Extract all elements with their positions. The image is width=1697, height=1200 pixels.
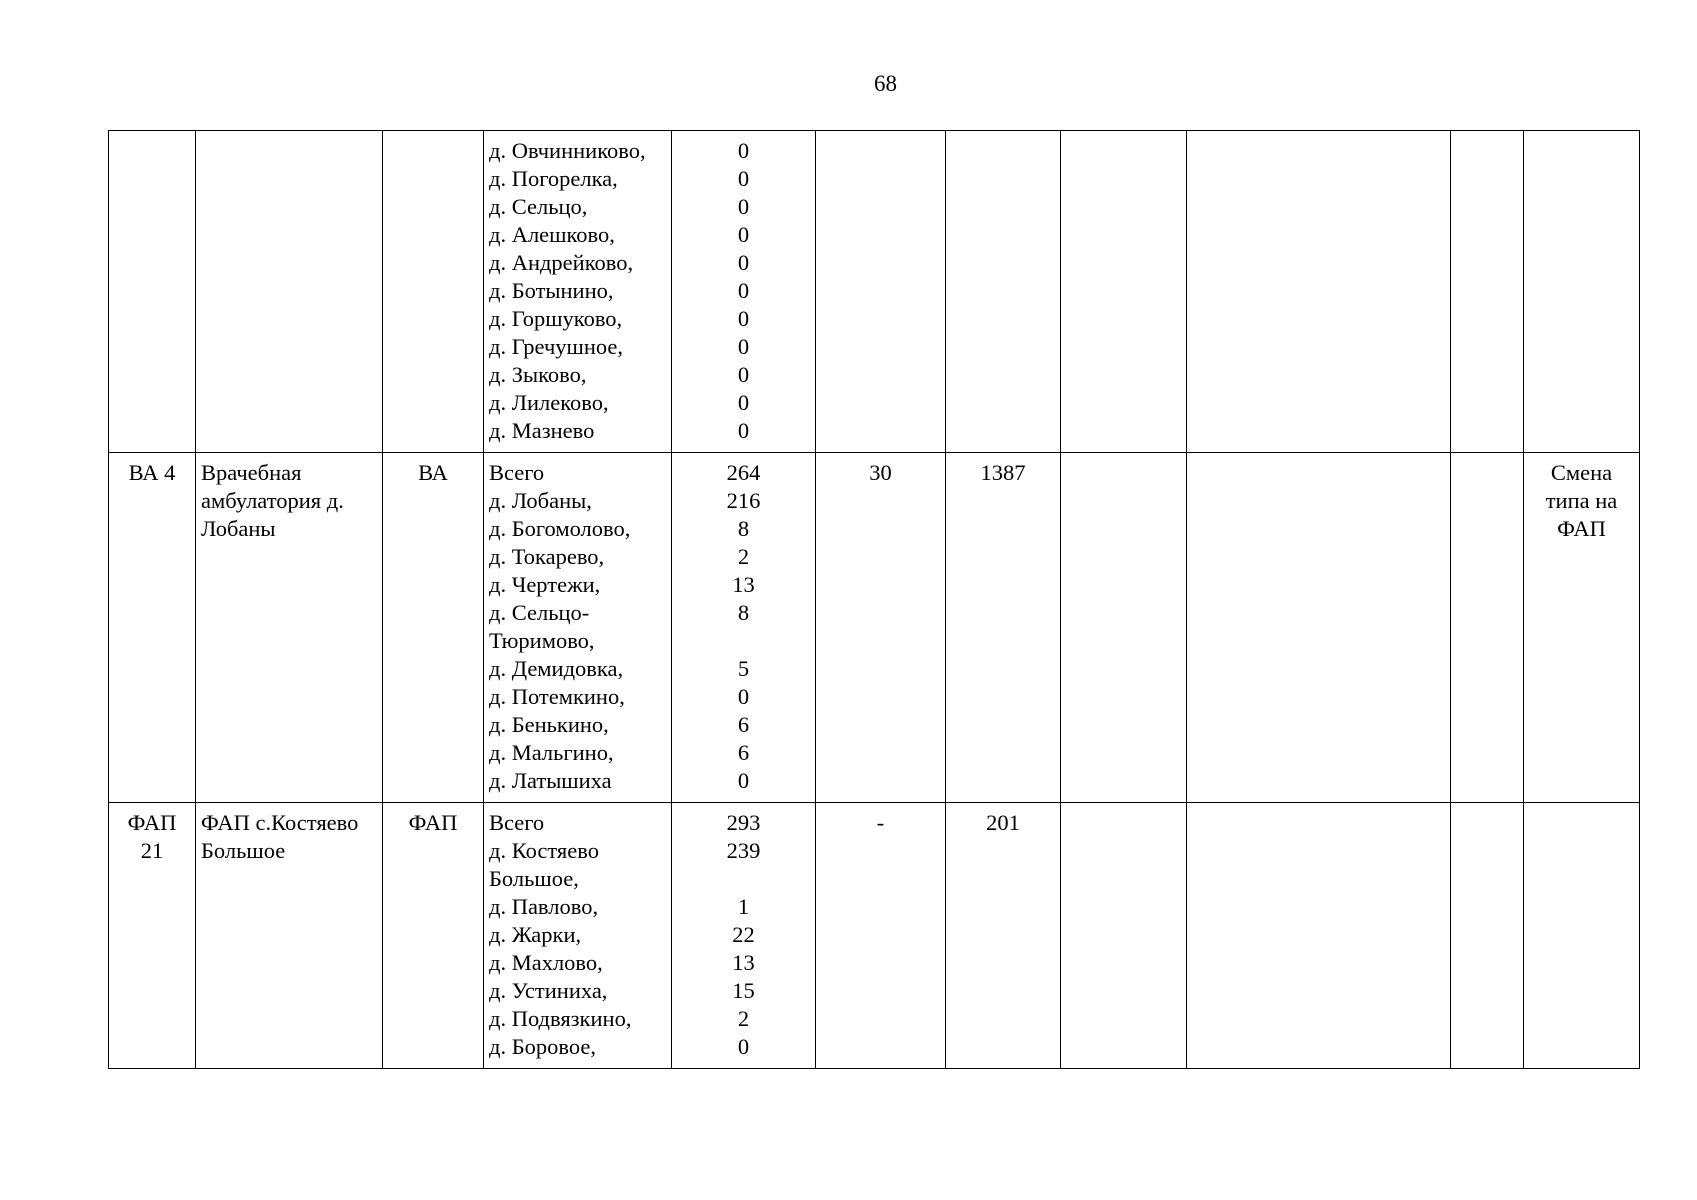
cell-population-line: 22 [732, 922, 755, 947]
cell-settlements-line: д. Погорелка, [489, 166, 618, 191]
cell-column-7-value: 1387 [980, 460, 1026, 485]
cell-column-6 [816, 453, 946, 803]
table-row [109, 453, 1640, 803]
cell-note-line: типа на [1545, 488, 1618, 513]
table-row [109, 803, 1640, 1069]
cell-settlements-line: д. Павлово, [489, 894, 599, 919]
cell-note [1524, 131, 1640, 453]
cell-population-line: 0 [737, 684, 750, 709]
cell-settlements-line: д. Бенькино, [489, 712, 609, 737]
cell-note [1524, 803, 1640, 1069]
cell-population-line: 0 [737, 222, 750, 247]
cell-settlements [484, 453, 672, 803]
cell-population-line: 0 [737, 362, 750, 387]
cell-facility-name-line: Врачебная [201, 460, 302, 485]
cell-settlements-line: д. Демидовка, [489, 656, 624, 681]
cell-settlements-line: д. Богомолово, [489, 516, 631, 541]
cell-population-line: 239 [726, 838, 761, 863]
cell-settlements-line: д. Лилеково, [489, 390, 609, 415]
cell-column-8 [1061, 131, 1187, 453]
cell-facility-type [383, 453, 484, 803]
cell-column-8 [1061, 453, 1187, 803]
cell-settlements-line: д. Подвязкино, [489, 1006, 632, 1031]
cell-facility-name-line: Лобаны [201, 516, 276, 541]
cell-facility-type-line: ВА [418, 460, 448, 485]
cell-column-9 [1187, 131, 1451, 453]
cell-column-6-value: 30 [869, 460, 892, 485]
cell-population-line: 216 [726, 488, 761, 513]
cell-facility-name-line: Большое [201, 838, 286, 863]
cell-column-7 [946, 131, 1061, 453]
cell-population-line: 2 [737, 1006, 750, 1031]
cell-population-line: 0 [737, 250, 750, 275]
cell-population-line: 0 [737, 768, 750, 793]
cell-population [672, 453, 816, 803]
cell-population-line: 8 [737, 516, 750, 541]
cell-population-line [677, 865, 810, 893]
cell-settlements-line: д. Жарки, [489, 922, 582, 947]
cell-facility-name [196, 131, 383, 453]
cell-code-line: ВА 4 [128, 460, 176, 485]
cell-population-line: 6 [737, 712, 750, 737]
cell-population-line: 0 [737, 306, 750, 331]
cell-note-line: Смена [1550, 460, 1613, 485]
cell-population-line: 8 [737, 600, 750, 625]
cell-settlements-line: Большое, [489, 866, 579, 891]
cell-population [672, 803, 816, 1069]
cell-settlements-line: д. Ботынино, [489, 278, 614, 303]
page-number: 68 [874, 71, 897, 96]
cell-facility-name-line: ФАП с.Костяево [201, 810, 359, 835]
cell-column-6-value: - [876, 810, 885, 835]
cell-population-line: 0 [737, 418, 750, 443]
cell-settlements-line: д. Гречушное, [489, 334, 624, 359]
cell-population-line: 0 [737, 166, 750, 191]
cell-settlements-line: Тюримово, [489, 628, 595, 653]
cell-population-line: 13 [732, 950, 755, 975]
cell-settlements-line: д. Мазнево [489, 418, 595, 443]
cell-settlements-line: д. Чертежи, [489, 572, 601, 597]
cell-settlements-line: д. Боровое, [489, 1034, 596, 1059]
cell-facility-type-line: ФАП [408, 810, 458, 835]
cell-column-9 [1187, 453, 1451, 803]
cell-settlements-line: д. Зыково, [489, 362, 587, 387]
cell-population-line: 0 [737, 278, 750, 303]
cell-population-line: 0 [737, 138, 750, 163]
cell-settlements-line: Всего [489, 460, 545, 485]
cell-column-10 [1451, 803, 1524, 1069]
cell-settlements-line: д. Токарево, [489, 544, 605, 569]
cell-settlements-line: д. Горшуково, [489, 306, 623, 331]
cell-population-line: 0 [737, 194, 750, 219]
cell-population-line: 264 [726, 460, 761, 485]
cell-population-line: 0 [737, 334, 750, 359]
cell-settlements-line: д. Алешково, [489, 222, 615, 247]
cell-settlements-line: д. Потемкино, [489, 684, 625, 709]
cell-settlements-line: д. Овчинниково, [489, 138, 646, 163]
cell-settlements [484, 803, 672, 1069]
cell-facility-type [383, 131, 484, 453]
cell-population-line: 1 [737, 894, 750, 919]
table-body [109, 131, 1640, 1069]
cell-facility-name [196, 453, 383, 803]
cell-column-6 [816, 131, 946, 453]
cell-code [109, 453, 196, 803]
cell-population [672, 131, 816, 453]
cell-code [109, 131, 196, 453]
cell-settlements-line: д. Андрейково, [489, 250, 634, 275]
cell-population-line: 0 [737, 1034, 750, 1059]
cell-column-10 [1451, 453, 1524, 803]
cell-column-7-value: 201 [986, 810, 1020, 835]
cell-facility-type [383, 803, 484, 1069]
cell-settlements-line: д. Махлово, [489, 950, 603, 975]
cell-settlements-line: д. Латышиха [489, 768, 612, 793]
cell-facility-name [196, 803, 383, 1069]
cell-settlements-line: д. Лобаны, [489, 488, 592, 513]
cell-code [109, 803, 196, 1069]
cell-settlements-line: д. Устиниха, [489, 978, 608, 1003]
cell-settlements [484, 131, 672, 453]
cell-code-line: 21 [140, 838, 164, 863]
cell-population-line: 6 [737, 740, 750, 765]
cell-population-line: 2 [737, 544, 750, 569]
table-row [109, 131, 1640, 453]
cell-column-10 [1451, 131, 1524, 453]
cell-population-line: 293 [726, 810, 761, 835]
cell-settlements-line: д. Костяево [489, 838, 599, 863]
cell-settlements-line: д. Сельцо- [489, 600, 590, 625]
cell-column-7 [946, 803, 1061, 1069]
cell-code-line: ФАП [127, 810, 177, 835]
cell-settlements-line: д. Сельцо, [489, 194, 588, 219]
cell-population-line [677, 627, 810, 655]
cell-population-line: 5 [737, 656, 750, 681]
cell-facility-name-line: амбулатория д. [201, 488, 344, 513]
cell-column-9 [1187, 803, 1451, 1069]
cell-population-line: 13 [732, 572, 755, 597]
cell-note-line: ФАП [1557, 516, 1606, 541]
cell-column-7 [946, 453, 1061, 803]
facilities-table [108, 130, 1640, 1069]
cell-column-6 [816, 803, 946, 1069]
cell-settlements-line: Всего [489, 810, 545, 835]
cell-population-line: 0 [737, 390, 750, 415]
cell-settlements-line: д. Мальгино, [489, 740, 614, 765]
cell-note [1524, 453, 1640, 803]
cell-column-8 [1061, 803, 1187, 1069]
cell-population-line: 15 [732, 978, 755, 1003]
